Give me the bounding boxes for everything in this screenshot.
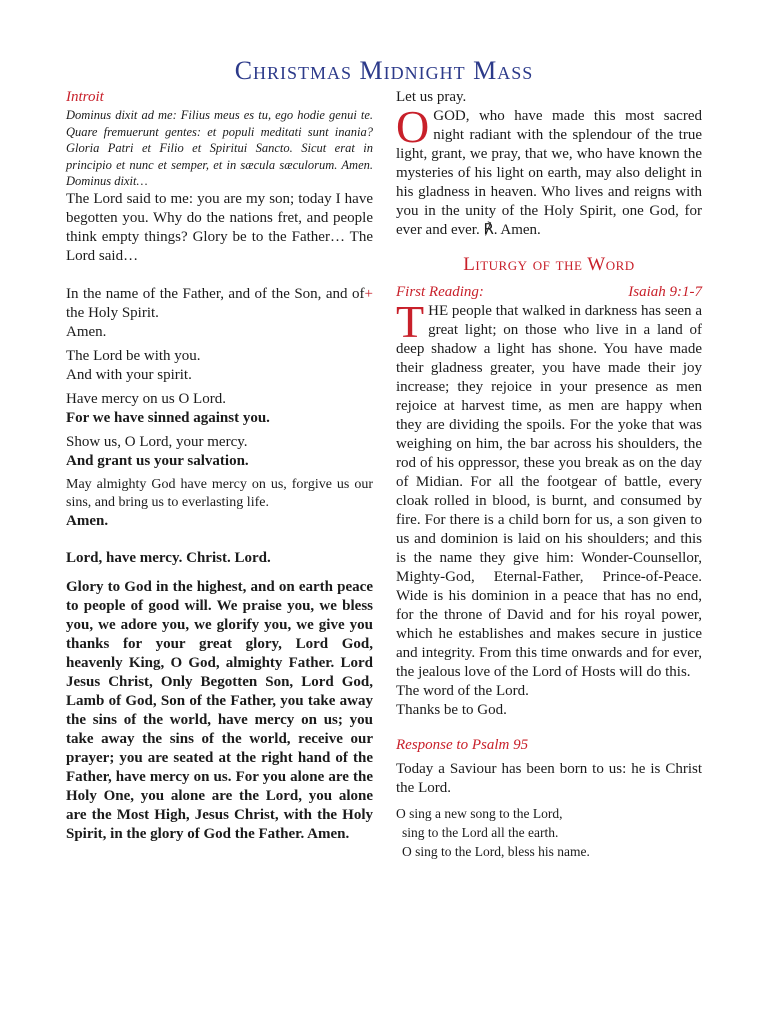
collect xyxy=(396,101,702,240)
sign-of-cross xyxy=(66,285,373,323)
psalm-label: Response to Psalm 95 xyxy=(396,737,529,753)
absolution: May almighty God have mercy on us, forgive us our sins, and bring us to everlasting life. xyxy=(66,476,373,510)
lord-with-you: The Lord be with you. xyxy=(66,347,201,364)
cross-symbol: + xyxy=(364,285,373,302)
psalm-line: O sing to the Lord, bless his name. xyxy=(402,844,590,859)
let-us-pray: Let us pray. xyxy=(396,89,467,105)
grant-us: And grant us your salvation. xyxy=(66,452,249,469)
liturgy-heading: Liturgy of the Word xyxy=(463,254,635,275)
first-reading-ref: Isaiah 9:1-7 xyxy=(628,284,702,300)
amen-response: Amen. xyxy=(66,323,107,340)
and-with-spirit: And with your spirit. xyxy=(66,366,192,383)
show-us: Show us, O Lord, your mercy. xyxy=(66,433,248,450)
kyrie: Lord, have mercy. Christ. Lord. xyxy=(66,549,271,566)
psalm-line: sing to the Lord all the earth. xyxy=(402,825,559,840)
page-title: Christmas Midnight Mass xyxy=(234,56,534,85)
collect-drop-cap: O xyxy=(396,101,430,152)
thanks-be-to-god: Thanks be to God. xyxy=(396,702,507,718)
sign-of-cross-text: In the name of the Father, and of the Son, and of the Holy Spirit. xyxy=(66,285,365,321)
gloria: Glory to God in the highest, and on earth peace to people of good will. We praise you, we bless you, we adore you, we glorify you, we give you thanks for your great glory, Lord God, heavenly King, O God, almighty Father. Lord Jesus Christ, Only Begotten Son, Lord God, Lamb of God, Son of the Father, you take away the sins of the world, have mercy on us; you take away the sins of the world, receive our prayer; you are seated at the right hand of the Father, have mercy on us. For you alone are the Holy One, you alone are the Lord, you alone are the Most High, Jesus Christ, with the Holy Spirit, in the glory of God the Father. Amen. xyxy=(66,578,373,842)
absolution-amen: Amen. xyxy=(66,512,109,529)
introit-latin: Dominus dixit ad me: Filius meus es tu, ego hodie genui te. Quare fremuerunt gentes: et populi meditati sunt inania? Gloria Patri et Filio et Spiritui Sancto. Sicut erat in principio et nunc et semper, et in sæcula sæculorum. Amen. Dominus dixit… xyxy=(66,108,373,188)
first-reading-label: First Reading: xyxy=(396,284,484,300)
reading-text: HE people that walked in darkness has seen a great light; on those who live in a land of deep shadow a light has shone. You have made their gladness greater, you have made their joy increase; they rejoice in your presence as men rejoice at harvest time, as men are happy when they are dividing the spoils. For the yoke that was weighing on him, the bar across his shoulders, the rod of his oppressor, these you break as on the day of Midian. For all the footgear of battle, every cloak rolled in blood, is burnt, and consumed by fire. For there is a child born for us, a son given to us and dominion is laid on his shoulders; and this is the name they give him: Wonder-Counsellor, Mighty-God, Eternal-Father, Prince-of-Peace. Wide is his dominion in a peace that has no end, for the throne of David and for his royal power, which he establishes and makes secure in justice and integrity. From this time onwards and for ever, the jealous love of the Lord of Hosts will do this. xyxy=(396,303,702,680)
word-of-lord: The word of the Lord. xyxy=(396,683,529,699)
have-mercy: Have mercy on us O Lord. xyxy=(66,390,226,407)
right-column xyxy=(396,88,702,861)
collect-text: GOD, who have made this most sacred night radiant with the splendour of the true light, grant, we pray, that we, who have known the mysteries of his light on earth, may also delight in his gladness in heaven. Who lives and reigns with you in the unity of the Holy Spirit, one God, for ever and ever. ℟. Amen. xyxy=(396,108,702,238)
psalm-response: Today a Saviour has been born to us: he is Christ the Lord. xyxy=(396,761,702,796)
we-have-sinned: For we have sinned against you. xyxy=(66,409,270,426)
psalm-line: O sing a new song to the Lord, xyxy=(396,806,563,821)
introit-english: The Lord said to me: you are my son; today I have begotten you. Why do the nations fret, and people think empty things? Glory be to the Father… The Lord said… xyxy=(66,190,373,264)
first-reading-header xyxy=(396,283,702,302)
left-column xyxy=(66,88,373,844)
psalm-verses xyxy=(396,804,702,861)
first-reading xyxy=(396,296,702,682)
reading-drop-cap: T xyxy=(396,296,425,347)
introit-label: Introit xyxy=(66,89,104,105)
